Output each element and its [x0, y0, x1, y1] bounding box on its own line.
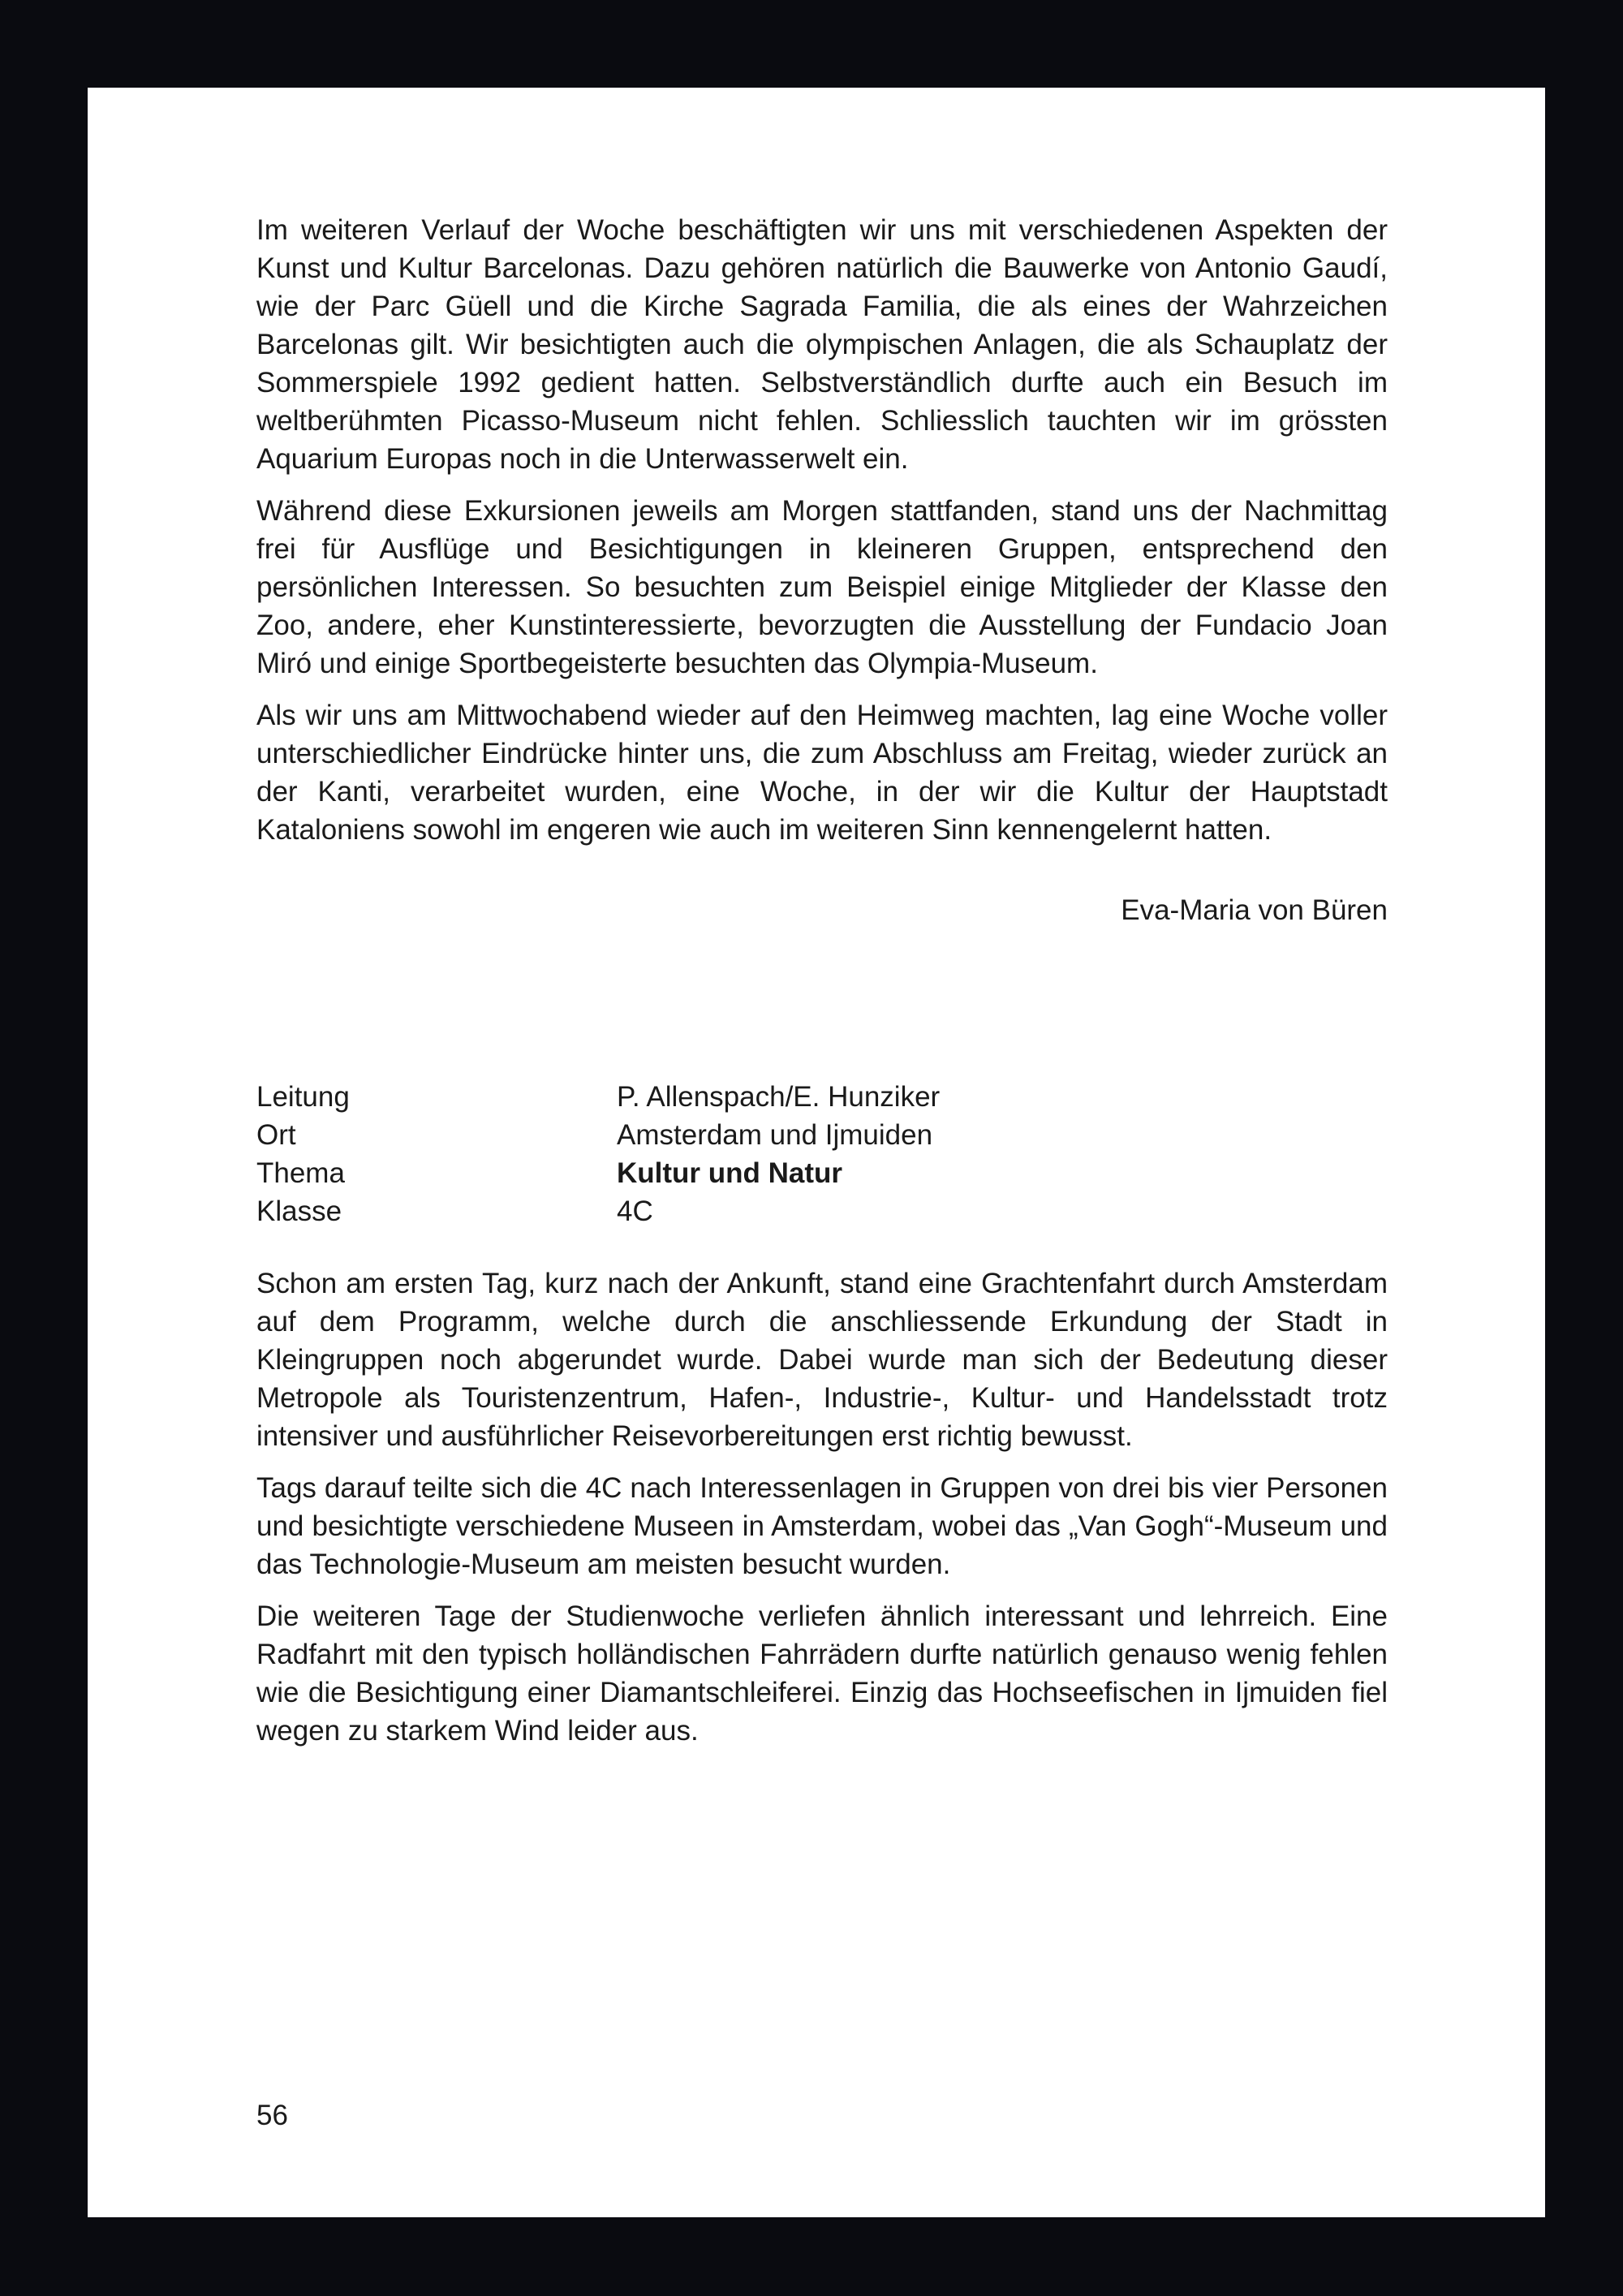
- paragraph: Im weiteren Verlauf der Woche beschäftigten wir uns mit verschiedenen Aspekten der Kunst und Kultur Barcelonas. Dazu gehören natürlich die Bauwerke von Antonio Gaudí, wie der Parc Güell und die Kirche Sagrada Familia, die als eines der Wahrzeichen Barcelonas gilt. Wir besichtigten auch die olympischen Anlagen, die als Schauplatz der Sommerspiele 1992 gedient hatten. Selbstverständlich durfte auch ein Besuch im weltberühmten Picasso-Museum nicht fehlen. Schliesslich tauchten wir im grössten Aquarium Europas noch in die Unterwasserwelt ein.: [256, 214, 1388, 475]
- trip-info-table: [256, 1078, 1388, 1230]
- info-row-thema: [256, 1154, 1388, 1192]
- article-barcelona: [256, 211, 1388, 929]
- article-amsterdam: [256, 1264, 1388, 1750]
- info-row-leitung: [256, 1078, 1388, 1116]
- info-label: Ort: [256, 1119, 296, 1151]
- info-label: Thema: [256, 1157, 345, 1189]
- paragraph: Während diese Exkursionen jeweils am Morgen stattfanden, stand uns der Nachmittag frei für Ausflüge und Besichtigungen in kleineren Gruppen, entsprechend den persönlichen Interessen. So besuchten zum Beispiel einige Mitglieder der Klasse den Zoo, andere, eher Kunstinteressierte, bevorzugten die Ausstellung der Fundacio Joan Miró und einige Sportbegeisterte besuchten das Olympia-Museum.: [256, 495, 1388, 679]
- page-content: [256, 211, 1388, 1764]
- paragraph: Die weiteren Tage der Studienwoche verliefen ähnlich interessant und lehrreich. Eine Radfahrt mit den typisch holländischen Fahrrädern durfte natürlich genauso wenig fehlen wie die Besichtigung einer Diamantschleiferei. Einzig das Hochseefischen in Ijmuiden fiel wegen zu starkem Wind leider aus.: [256, 1600, 1388, 1747]
- info-value: Amsterdam und Ijmuiden: [617, 1119, 933, 1151]
- info-label: Klasse: [256, 1195, 342, 1227]
- paragraph: Schon am ersten Tag, kurz nach der Ankunft, stand eine Grachtenfahrt durch Amsterdam auf dem Programm, welche durch die anschliessende Erkundung der Stadt in Kleingruppen noch abgerundet wurde. Dabei wurde man sich der Bedeutung dieser Metropole als Touristenzentrum, Hafen-, Industrie-, Kultur- und Handelsstadt trotz intensiver und ausführlicher Reisevorbereitungen erst richtig bewusst.: [256, 1268, 1388, 1452]
- info-row-ort: [256, 1116, 1388, 1154]
- info-value-topic: Kultur und Natur: [617, 1157, 843, 1189]
- page-number: 56: [256, 2100, 288, 2131]
- author-signature: Eva-Maria von Büren: [1121, 894, 1388, 926]
- info-value: P. Allenspach/E. Hunziker: [617, 1081, 941, 1113]
- document-page: [88, 88, 1545, 2217]
- info-label: Leitung: [256, 1081, 350, 1113]
- info-value: 4C: [617, 1195, 653, 1227]
- paragraph: Als wir uns am Mittwochabend wieder auf den Heimweg machten, lag eine Woche voller unterschiedlicher Eindrücke hinter uns, die zum Abschluss am Freitag, wieder zurück an der Kanti, verarbeitet wurden, eine Woche, in der wir die Kultur der Hauptstadt Kataloniens sowohl im engeren wie auch im weiteren Sinn kennengelernt hatten.: [256, 700, 1388, 846]
- info-row-klasse: [256, 1192, 1388, 1230]
- paragraph: Tags darauf teilte sich die 4C nach Interessenlagen in Gruppen von drei bis vier Personen und besichtigte verschiedene Museen in Amsterdam, wobei das „Van Gogh“-Museum und das Technologie-Museum am meisten besucht wurden.: [256, 1472, 1388, 1580]
